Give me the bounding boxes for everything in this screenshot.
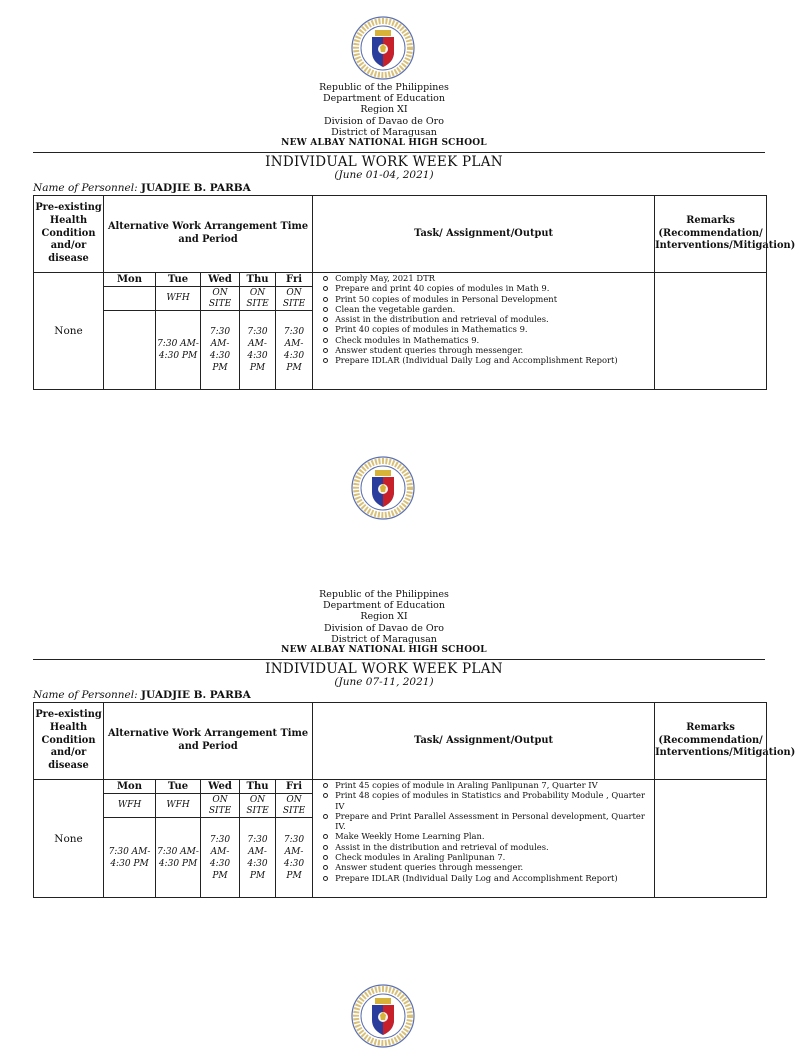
time-wed: 7:30 AM- 4:30 PM — [201, 818, 240, 898]
work-plan-table — [33, 702, 795, 898]
task-item: Prepare and print 40 copies of modules in Math 9. — [317, 283, 652, 293]
task-item: Clean the vegetable garden. — [317, 304, 652, 314]
header-line: Region XI — [360, 611, 408, 623]
health-header: Pre-existing Health Condition and/or disease — [34, 196, 104, 273]
mode-tue: WFH — [156, 287, 201, 311]
day-wed: Wed — [201, 273, 240, 287]
mode-mon: WFH — [104, 794, 156, 818]
personnel-line — [33, 689, 251, 701]
mode-thu: ON SITE — [240, 287, 276, 311]
task-item: Print 50 copies of modules in Personal Development — [317, 294, 652, 304]
mode-mon — [104, 287, 156, 311]
time-fri: 7:30 AM- 4:30 PM — [276, 818, 313, 898]
time-thu: 7:30 AM- 4:30 PM — [240, 818, 276, 898]
mode-tue: WFH — [156, 794, 201, 818]
header-line: Division of Davao de Oro — [324, 622, 444, 634]
task-item: Print 45 copies of module in Araling Panlipunan 7, Quarter IV — [317, 780, 652, 790]
task-item: Check modules in Araling Panlipunan 7. — [317, 852, 652, 862]
header-line: Division of Davao de Oro — [324, 115, 444, 127]
header-line: Region XI — [360, 104, 408, 116]
health-condition: None — [34, 273, 104, 390]
header-line: District of Maragusan — [331, 633, 437, 645]
personnel-label: Name of Personnel: — [33, 182, 138, 194]
school-name: NEW ALBAY NATIONAL HIGH SCHOOL — [281, 645, 487, 656]
task-item: Answer student queries through messenger. — [317, 345, 652, 355]
work-plan-table — [33, 195, 795, 390]
remarks-cell — [655, 780, 767, 898]
day-tue: Tue — [156, 780, 201, 794]
task-item: Assist in the distribution and retrieval of modules. — [317, 314, 652, 324]
task-item: Prepare IDLAR (Individual Daily Log and Accomplishment Report) — [317, 355, 652, 365]
task-item: Assist in the distribution and retrieval of modules. — [317, 842, 652, 852]
time-tue: 7:30 AM- 4:30 PM — [156, 311, 201, 390]
health-header: Pre-existing Health Condition and/or disease — [34, 703, 104, 780]
mode-wed: ON SITE — [201, 794, 240, 818]
task-header: Task/ Assignment/Output — [313, 703, 655, 780]
deped-seal — [351, 16, 415, 80]
task-item: Prepare and Print Parallel Assessment in Personal development, Quarter IV. — [317, 811, 652, 832]
deped-seal — [351, 984, 415, 1048]
time-tue: 7:30 AM- 4:30 PM — [156, 818, 201, 898]
mode-fri: ON SITE — [276, 794, 313, 818]
header-line: Department of Education — [323, 600, 445, 612]
task-item: Comply May, 2021 DTR — [317, 273, 652, 283]
plan-period: (June 07-11, 2021) — [334, 676, 434, 688]
task-list-cell — [313, 273, 655, 390]
remarks-header: Remarks (Recommendation/ Interventions/Mitigation) — [655, 703, 767, 780]
divider — [33, 659, 765, 660]
mode-wed: ON SITE — [201, 287, 240, 311]
personnel-name: JUADJIE B. PARBA — [141, 182, 251, 194]
personnel-line — [33, 182, 251, 194]
office-header — [0, 82, 768, 149]
school-name: NEW ALBAY NATIONAL HIGH SCHOOL — [281, 138, 487, 149]
task-item: Print 48 copies of modules in Statistics and Probability Module , Quarter IV — [317, 790, 652, 811]
office-header — [0, 589, 768, 656]
personnel-label: Name of Personnel: — [33, 689, 138, 701]
remarks-cell — [655, 273, 767, 390]
day-thu: Thu — [240, 780, 276, 794]
header-line: District of Maragusan — [331, 126, 437, 138]
task-item: Check modules in Mathematics 9. — [317, 335, 652, 345]
mode-fri: ON SITE — [276, 287, 313, 311]
divider — [33, 152, 765, 153]
task-list — [317, 273, 652, 366]
mode-thu: ON SITE — [240, 794, 276, 818]
deped-seal — [351, 456, 415, 520]
day-mon: Mon — [104, 780, 156, 794]
health-condition: None — [34, 780, 104, 898]
header-line: Republic of the Philippines — [319, 82, 449, 93]
time-fri: 7:30 AM- 4:30 PM — [276, 311, 313, 390]
day-fri: Fri — [276, 780, 313, 794]
task-header: Task/ Assignment/Output — [313, 196, 655, 273]
personnel-name: JUADJIE B. PARBA — [141, 689, 251, 701]
time-thu: 7:30 AM- 4:30 PM — [240, 311, 276, 390]
time-mon: 7:30 AM- 4:30 PM — [104, 818, 156, 898]
header-line: Department of Education — [323, 93, 445, 105]
task-item: Make Weekly Home Learning Plan. — [317, 831, 652, 841]
task-list — [317, 780, 652, 883]
day-fri: Fri — [276, 273, 313, 287]
plan-title: INDIVIDUAL WORK WEEK PLAN — [265, 154, 503, 170]
day-mon: Mon — [104, 273, 156, 287]
plan-title: INDIVIDUAL WORK WEEK PLAN — [265, 661, 503, 677]
day-wed: Wed — [201, 780, 240, 794]
task-item: Answer student queries through messenger. — [317, 862, 652, 872]
plan-period: (June 01-04, 2021) — [334, 169, 434, 181]
remarks-header: Remarks (Recommendation/ Interventions/Mitigation) — [655, 196, 767, 273]
header-line: Republic of the Philippines — [319, 589, 449, 600]
task-list-cell — [313, 780, 655, 898]
task-item: Prepare IDLAR (Individual Daily Log and Accomplishment Report) — [317, 873, 652, 883]
task-item: Print 40 copies of modules in Mathematics 9. — [317, 324, 652, 334]
time-wed: 7:30 AM- 4:30 PM — [201, 311, 240, 390]
day-thu: Thu — [240, 273, 276, 287]
arrangement-header: Alternative Work Arrangement Time and Period — [104, 196, 313, 273]
arrangement-header: Alternative Work Arrangement Time and Period — [104, 703, 313, 780]
time-mon — [104, 311, 156, 390]
day-tue: Tue — [156, 273, 201, 287]
